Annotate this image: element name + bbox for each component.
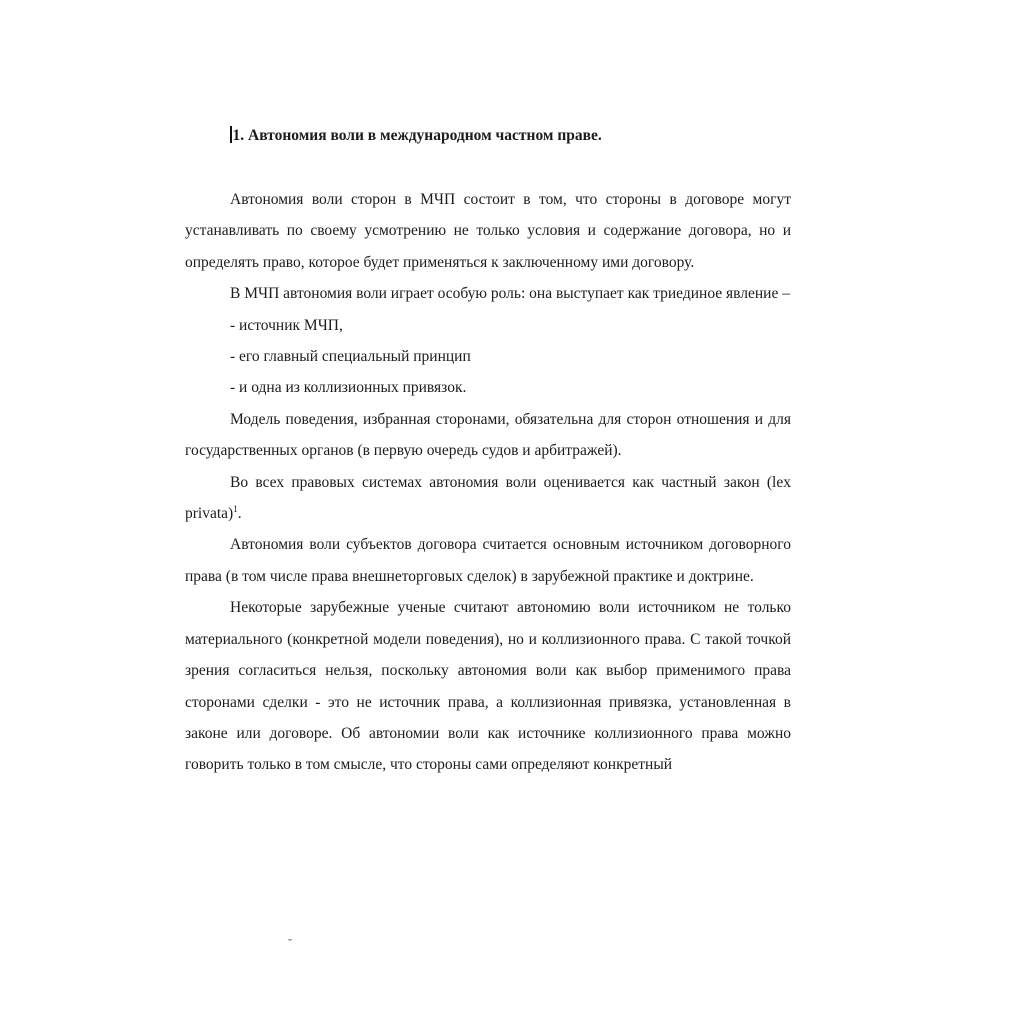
paragraph-text: Во всех правовых системах автономия воли оценивается как частный закон (lex privata): [185, 473, 791, 523]
page-cut-mark: ˘: [288, 936, 292, 950]
text-cursor: [230, 126, 232, 143]
paragraph: В МЧП автономия воли играет особую роль: она выступает как триединое явление –: [230, 285, 790, 303]
list-item: - и одна из коллизионных привязок.: [230, 379, 467, 397]
list-item: - источник МЧП,: [230, 316, 343, 334]
paragraph: Некоторые зарубежные ученые считают автономию воли источником не только материального (конкретной модели поведения), но и коллизионного права. С такой точкой зрения согласиться нельзя, поскольку автономия воли как выбор применимого права сторонами сделки - это не источник права, а коллизионная привязка, установленная в законе или договоре. Об автономии воли как источнике коллизионного права можно говорить только в том смысле, что стороны сами определяют конкретный: [185, 599, 791, 774]
section-heading-text: 1. Автономия воли в международном частном праве.: [232, 127, 602, 144]
paragraph: Автономия воли субъектов договора считается основным источником договорного права (в том числе права внешнеторговых сделок) в зарубежной практике и доктрине.: [185, 536, 791, 585]
list-item: - его главный специальный принцип: [230, 348, 471, 366]
document-body: [185, 184, 791, 781]
paragraph: [185, 467, 791, 530]
section-heading: [230, 126, 602, 145]
footnote-reference[interactable]: 1: [233, 504, 238, 515]
paragraph-end: .: [237, 505, 242, 523]
paragraph: Автономия воли сторон в МЧП состоит в том, что стороны в договоре могут устанавливать по своему усмотрению не только условия и содержание договора, но и определять право, которое будет применяться к заключенному ими договору.: [185, 191, 791, 271]
paragraph: Модель поведения, избранная сторонами, обязательна для сторон отношения и для государственных органов (в первую очередь судов и арбитражей).: [185, 410, 791, 460]
